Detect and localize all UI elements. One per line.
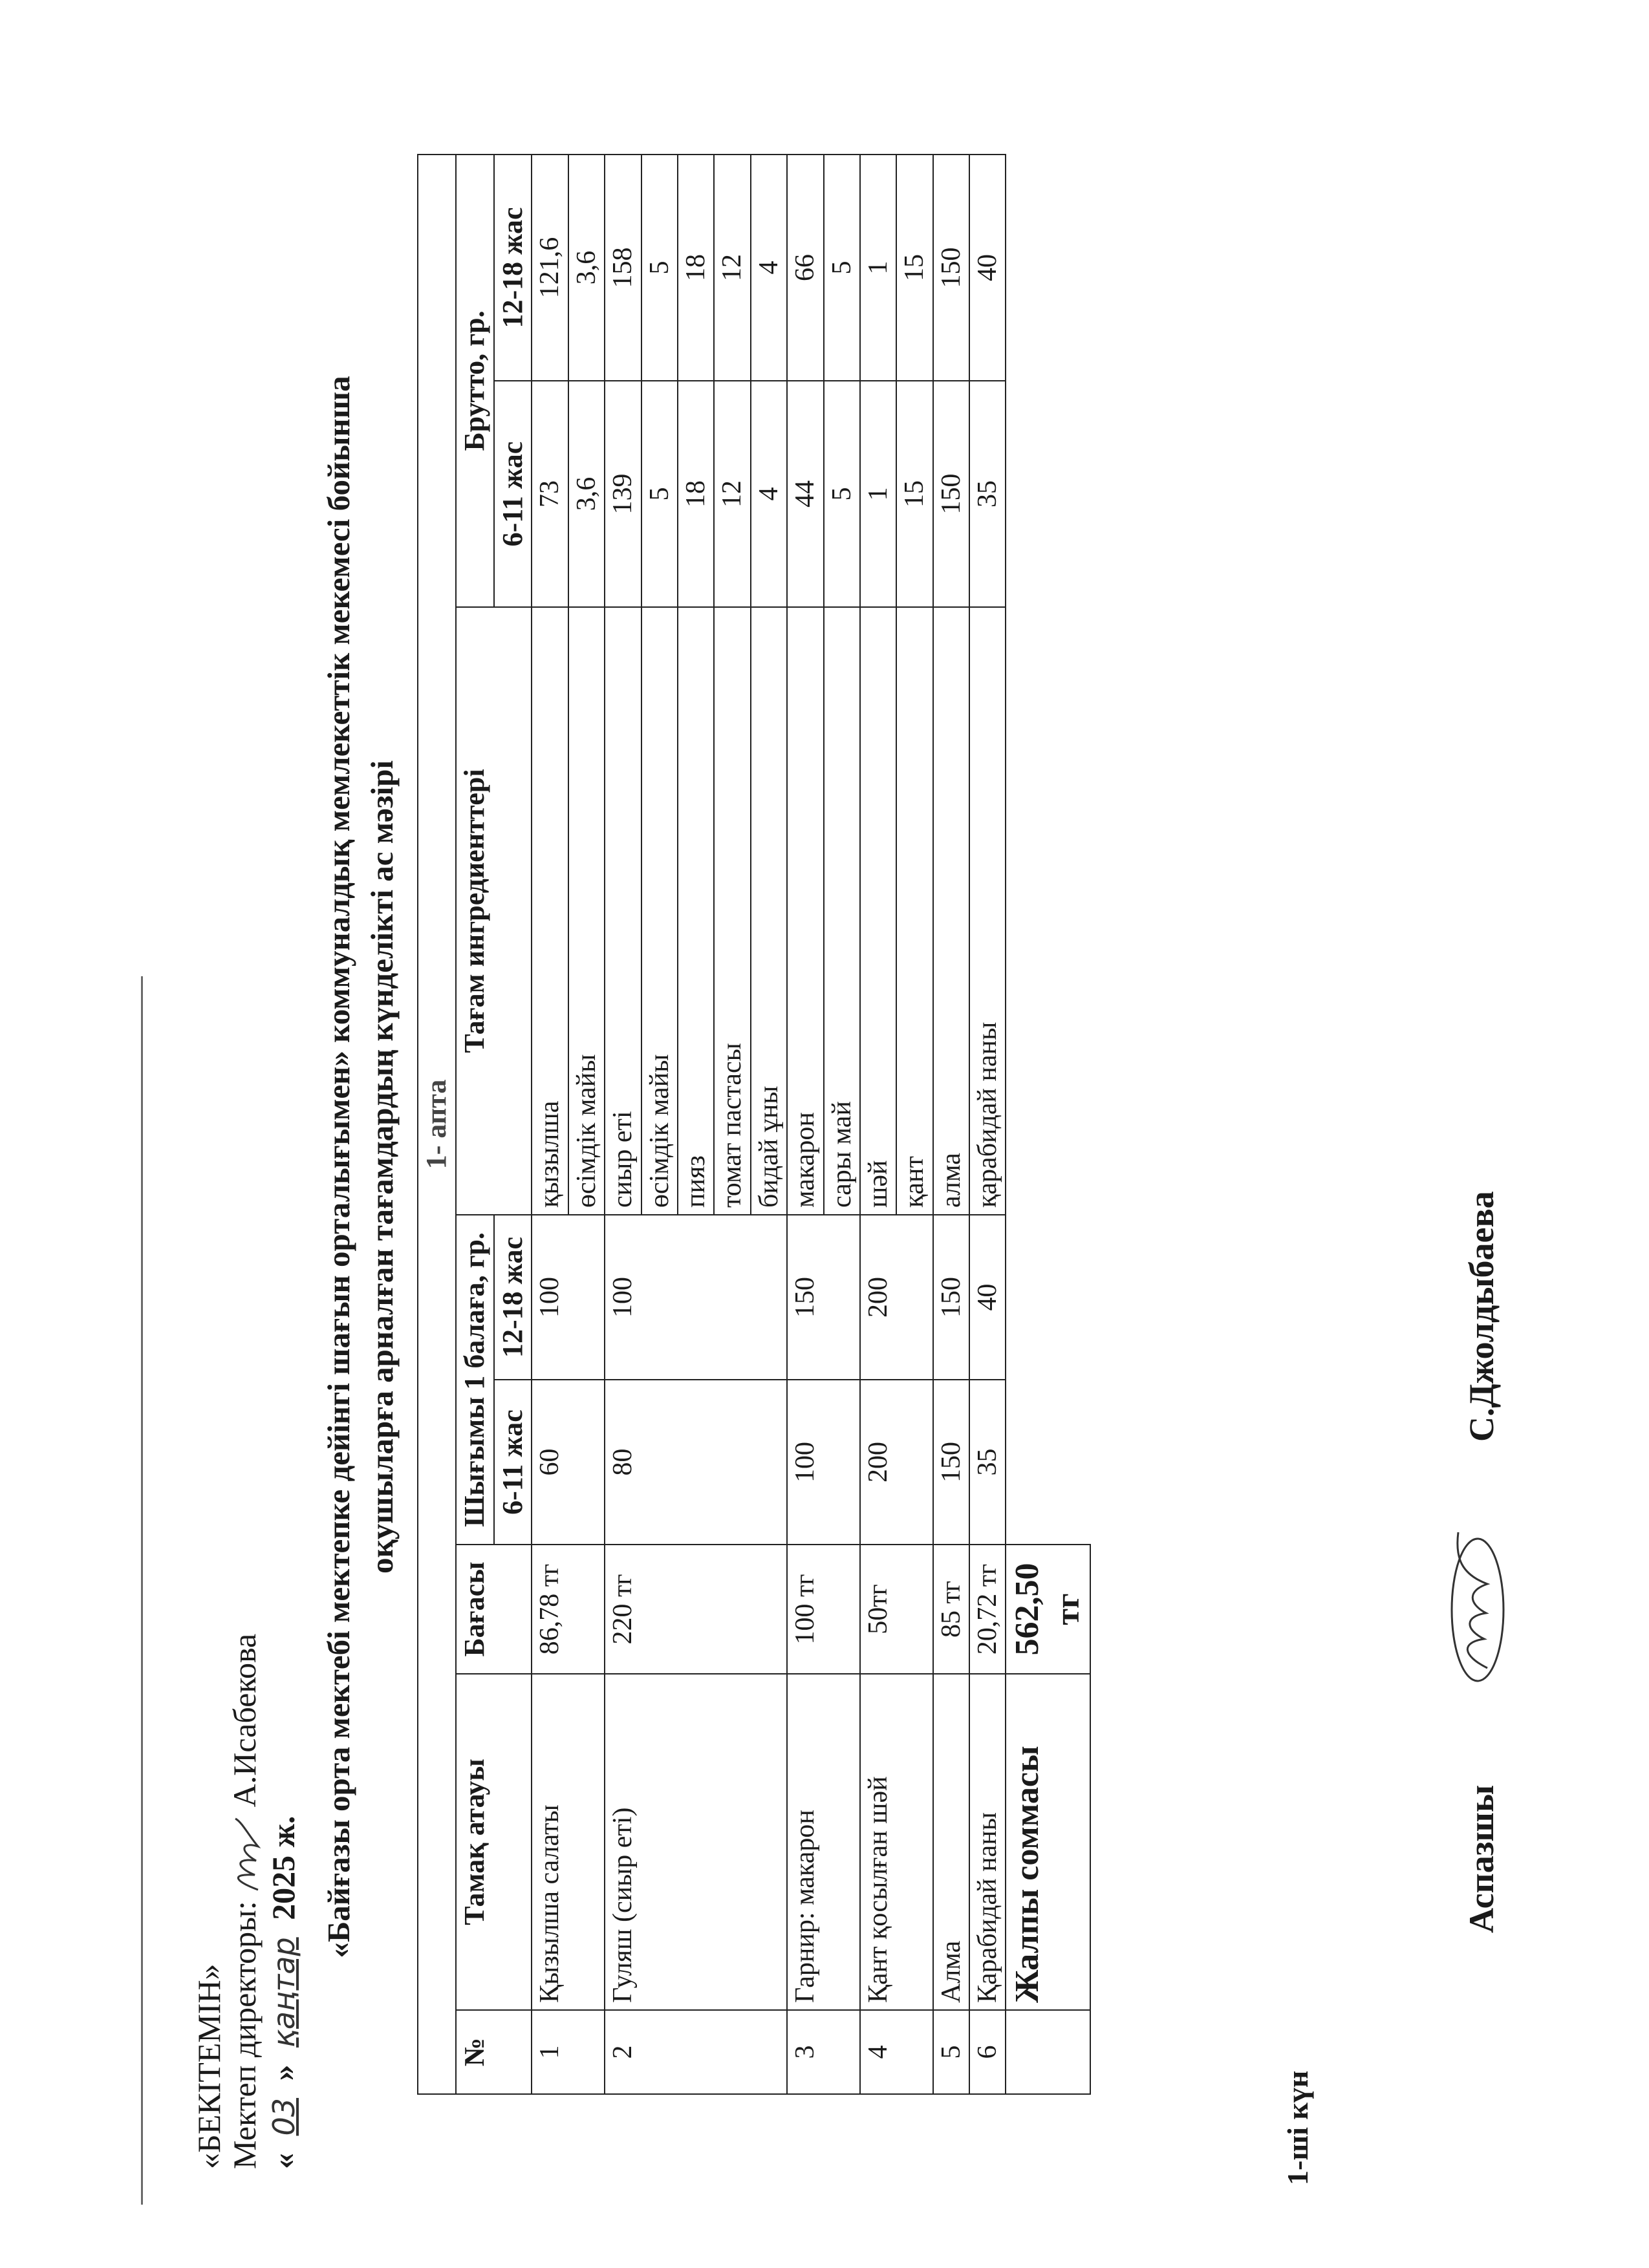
brutto-12-18: 15 — [896, 155, 932, 381]
ingredient-name: қызылша — [532, 607, 568, 1215]
director-label: Мектеп директоры: — [226, 1901, 263, 2169]
header-brutto: Брутто, гр. — [456, 155, 494, 607]
director-signature — [229, 1815, 268, 1893]
table-row — [605, 155, 641, 2094]
scan-edge-line — [141, 976, 143, 2205]
header-ingredients: Тағам ингредиенттері — [456, 607, 532, 1215]
document-title-line2: оқушыларға арналған тағамдардың күнделікті ас мәзірі — [364, 760, 400, 1574]
dish-price: 86,78 тг — [532, 1545, 605, 1674]
dish-price: 20,72 тг — [969, 1545, 1006, 1674]
ingredient-name: сары май — [824, 607, 860, 1215]
dish-price: 220 тг — [605, 1545, 787, 1674]
total-label: Жалпы соммасы — [1006, 1674, 1090, 2010]
brutto-12-18: 12 — [714, 155, 750, 381]
brutto-6-11: 73 — [532, 381, 568, 607]
brutto-6-11: 5 — [824, 381, 860, 607]
scanned-document-page — [129, 97, 1617, 2205]
portion-6-11: 150 — [933, 1380, 969, 1545]
brutto-6-11: 5 — [641, 381, 678, 607]
portion-6-11: 60 — [532, 1380, 605, 1545]
approval-organization: «БЕКІТЕМІН» — [191, 1963, 227, 2169]
ingredient-name: томат пастасы — [714, 607, 750, 1215]
portion-12-18: 200 — [860, 1215, 933, 1380]
brutto-6-11: 139 — [605, 381, 641, 607]
table-row — [860, 155, 896, 2094]
portion-12-18: 150 — [787, 1215, 860, 1380]
cook-name: С.Джолдыбаева — [1462, 1191, 1501, 1442]
portion-6-11: 35 — [969, 1380, 1006, 1545]
date-open-quote: « — [265, 2153, 301, 2169]
ingredient-name: алма — [933, 607, 969, 1215]
table-row — [969, 155, 1006, 2094]
cook-label: Аспазшы — [1462, 1784, 1501, 1933]
brutto-12-18: 3,6 — [568, 155, 605, 381]
portion-6-11: 100 — [787, 1380, 860, 1545]
director-name: А.Исабекова — [226, 1633, 263, 1808]
date-day: 03 — [266, 2097, 301, 2136]
header-number: № — [456, 2010, 532, 2094]
dish-number: 1 — [532, 2010, 605, 2094]
brutto-6-11: 44 — [787, 381, 823, 607]
dish-number: 2 — [605, 2010, 787, 2094]
brutto-6-11: 12 — [714, 381, 750, 607]
menu-table — [417, 154, 1091, 2095]
ingredient-name: шәй — [860, 607, 896, 1215]
brutto-12-18: 18 — [678, 155, 714, 381]
brutto-6-11: 15 — [896, 381, 932, 607]
brutto-6-11: 4 — [751, 381, 787, 607]
portion-6-11: 80 — [605, 1380, 787, 1545]
brutto-6-11: 3,6 — [568, 381, 605, 607]
week-label: 1- апта — [418, 155, 456, 2094]
dish-name: Гуляш (сиыр еті) — [605, 1674, 787, 2010]
menu-table-body — [532, 155, 1006, 2094]
brutto-12-18: 150 — [933, 155, 969, 381]
day-label: 1-ші күн — [1281, 2070, 1314, 2185]
brutto-12-18: 158 — [605, 155, 641, 381]
dish-price: 85 тг — [933, 1545, 969, 1674]
brutto-6-11: 150 — [933, 381, 969, 607]
header-dish-name: Тамақ атауы — [456, 1674, 532, 2010]
ingredient-name: макарон — [787, 607, 823, 1215]
brutto-12-18: 4 — [751, 155, 787, 381]
header-portion-12-18: 12-18 жас — [494, 1215, 532, 1380]
approval-director-line — [226, 1634, 268, 2169]
dish-price: 100 тг — [787, 1545, 860, 1674]
dish-name: Қант қосылған шәй — [860, 1674, 933, 2010]
brutto-6-11: 35 — [969, 381, 1006, 607]
header-price: Бағасы — [456, 1545, 532, 1674]
date-close-quote: » — [265, 2064, 301, 2081]
brutto-12-18: 121,6 — [532, 155, 568, 381]
date-month: қаңтар — [266, 1937, 301, 2048]
document-title-line1: «Байғазы орта мектебі мектепке дейінгі шағын орталығымен» коммуналдық мемлекеттік мекемесі бойынша — [321, 376, 356, 1958]
ingredient-name: өсімдік майы — [568, 607, 605, 1215]
ingredient-name: қант — [896, 607, 932, 1215]
dish-name: Қызылша салаты — [532, 1674, 605, 2010]
dish-price: 50тг — [860, 1545, 933, 1674]
header-portion: Шығымы 1 балаға, гр. — [456, 1215, 494, 1545]
brutto-12-18: 66 — [787, 155, 823, 381]
date-year: 2025 ж. — [265, 1815, 301, 1920]
dish-name: Алма — [933, 1674, 969, 2010]
ingredient-name: сиыр еті — [605, 607, 641, 1215]
dish-number: 4 — [860, 2010, 933, 2094]
dish-number: 6 — [969, 2010, 1006, 2094]
table-row — [787, 155, 823, 2094]
portion-12-18: 150 — [933, 1215, 969, 1380]
ingredient-name: пияз — [678, 607, 714, 1215]
brutto-6-11: 18 — [678, 381, 714, 607]
header-portion-6-11: 6-11 жас — [494, 1380, 532, 1545]
brutto-6-11: 1 — [860, 381, 896, 607]
dish-name: Гарнир: макарон — [787, 1674, 860, 2010]
cook-signature — [1442, 1519, 1513, 1687]
portion-12-18: 100 — [605, 1215, 787, 1380]
brutto-12-18: 5 — [641, 155, 678, 381]
ingredient-name: қарабидай наны — [969, 607, 1006, 1215]
ingredient-name: өсімдік майы — [641, 607, 678, 1215]
approval-date — [265, 1816, 303, 2169]
brutto-12-18: 1 — [860, 155, 896, 381]
brutto-12-18: 5 — [824, 155, 860, 381]
dish-number: 3 — [787, 2010, 860, 2094]
header-brutto-6-11: 6-11 жас — [494, 381, 532, 607]
portion-12-18: 40 — [969, 1215, 1006, 1380]
brutto-12-18: 40 — [969, 155, 1006, 381]
dish-name: Қарабидай наны — [969, 1674, 1006, 2010]
table-row — [933, 155, 969, 2094]
table-row — [532, 155, 568, 2094]
dish-number: 5 — [933, 2010, 969, 2094]
header-brutto-12-18: 12-18 жас — [494, 155, 532, 381]
portion-12-18: 100 — [532, 1215, 605, 1380]
portion-6-11: 200 — [860, 1380, 933, 1545]
total-value: 562,50 тг — [1006, 1545, 1090, 1674]
ingredient-name: бидай ұны — [751, 607, 787, 1215]
